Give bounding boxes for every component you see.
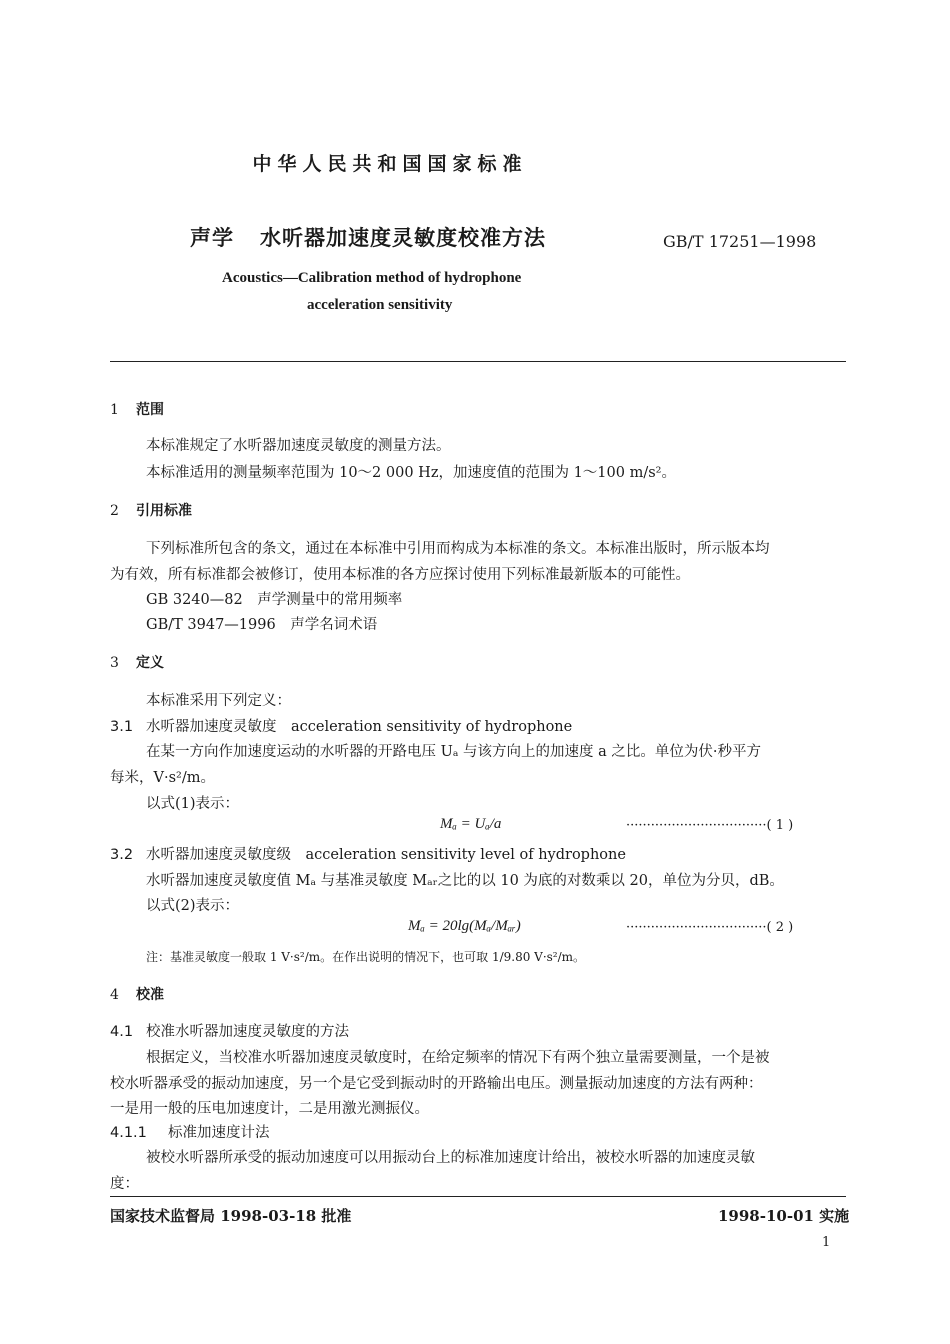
standard-number: GB/T 17251—1998: [663, 232, 817, 251]
approval-statement: 国家技术监督局 1998-03-18 批准: [110, 1207, 352, 1225]
reference-item-1: GB 3240—82 声学测量中的常用频率: [146, 592, 403, 608]
subsection-4-1-1-line2: 度：: [110, 1176, 139, 1192]
subsection-4-1-line3: 一是用一般的压电加速度计，二是用激光测振仪。: [110, 1101, 429, 1117]
reference-item-2: GB/T 3947—1996 声学名词术语: [146, 617, 378, 633]
section2-paragraph-line2: 为有效，所有标准都会被修订，使用本标准的各方应探讨使用下列标准最新版本的可能性。: [110, 567, 690, 583]
definition-3-1-line1: 在某一方向作加速度运动的水听器的开路电压 Uₐ 与该方向上的加速度 a 之比。单位为伏·秒平方: [146, 744, 762, 760]
equation-1: Mₐ = Uₐ/a: [440, 816, 502, 832]
equation-1-number: ··································( 1 ): [626, 818, 794, 833]
section-heading-4: 4 校准: [110, 987, 164, 1003]
section2-paragraph-line1: 下列标准所包含的条文，通过在本标准中引用而构成为本标准的条文。本标准出版时，所示版本均: [146, 541, 770, 557]
english-title-line2: acceleration sensitivity: [307, 297, 453, 313]
equation1-intro: 以式(1)表示：: [146, 796, 240, 812]
section1-paragraph1: 本标准规定了水听器加速度灵敏度的测量方法。: [146, 438, 451, 454]
title-part1: 声学: [190, 225, 234, 250]
equation2-intro: 以式(2)表示：: [146, 898, 240, 914]
definition-3-1-heading: 3.1 水听器加速度灵敏度 acceleration sensitivity of hydrophone: [110, 719, 573, 735]
header-divider: [110, 361, 846, 362]
implementation-date: 1998-10-01 实施: [718, 1207, 850, 1225]
section1-paragraph2: 本标准适用的测量频率范围为 10～2 000 Hz，加速度值的范围为 1～100 m/s²。: [146, 465, 676, 481]
footer-divider: [110, 1196, 846, 1197]
definitions-intro: 本标准采用下列定义：: [146, 693, 291, 709]
subsection-4-1-heading: 4.1 校准水听器加速度灵敏度的方法: [110, 1024, 349, 1040]
section-heading-1: 1 范围: [110, 402, 164, 418]
reference-sensitivity-note: 注：基准灵敏度一般取 1 V·s²/m。在作出说明的情况下，也可取 1/9.80 V·s²/m。: [146, 950, 586, 964]
equation-2-number: ··································( 2 ): [626, 920, 794, 935]
definition-3-1-line2: 每米，V·s²/m。: [110, 770, 215, 786]
national-standard-heading: 中华人民共和国国家标准: [252, 153, 528, 175]
subsection-4-1-1-heading: 4.1.1 标准加速度计法: [110, 1125, 270, 1141]
english-title-line1: Acoustics—Calibration method of hydrophone: [222, 270, 522, 286]
page-number: 1: [822, 1235, 831, 1250]
subsection-4-1-line2: 校水听器承受的振动加速度，另一个是它受到振动时的开路输出电压。测量振动加速度的方法有两种：: [110, 1076, 763, 1092]
section-heading-3: 3 定义: [110, 655, 164, 671]
section-heading-2: 2 引用标准: [110, 503, 192, 519]
equation-2: Mₐ = 20lg(Mₐ/Mₐᵣ): [408, 918, 521, 934]
document-title: [190, 222, 546, 252]
definition-3-2-heading: 3.2 水听器加速度灵敏度级 acceleration sensitivity level of hydrophone: [110, 847, 626, 863]
subsection-4-1-1-line1: 被校水听器所承受的振动加速度可以用振动台上的标准加速度计给出，被校水听器的加速度灵敏: [146, 1150, 755, 1166]
title-part2: 水听器加速度灵敏度校准方法: [260, 225, 546, 250]
subsection-4-1-line1: 根据定义，当校准水听器加速度灵敏度时，在给定频率的情况下有两个独立量需要测量，一个是被: [146, 1050, 770, 1066]
definition-3-2-line1: 水听器加速度灵敏度值 Mₐ 与基准灵敏度 Mₐᵣ之比的以 10 为底的对数乘以 20，单位为分贝，dB。: [146, 873, 784, 889]
